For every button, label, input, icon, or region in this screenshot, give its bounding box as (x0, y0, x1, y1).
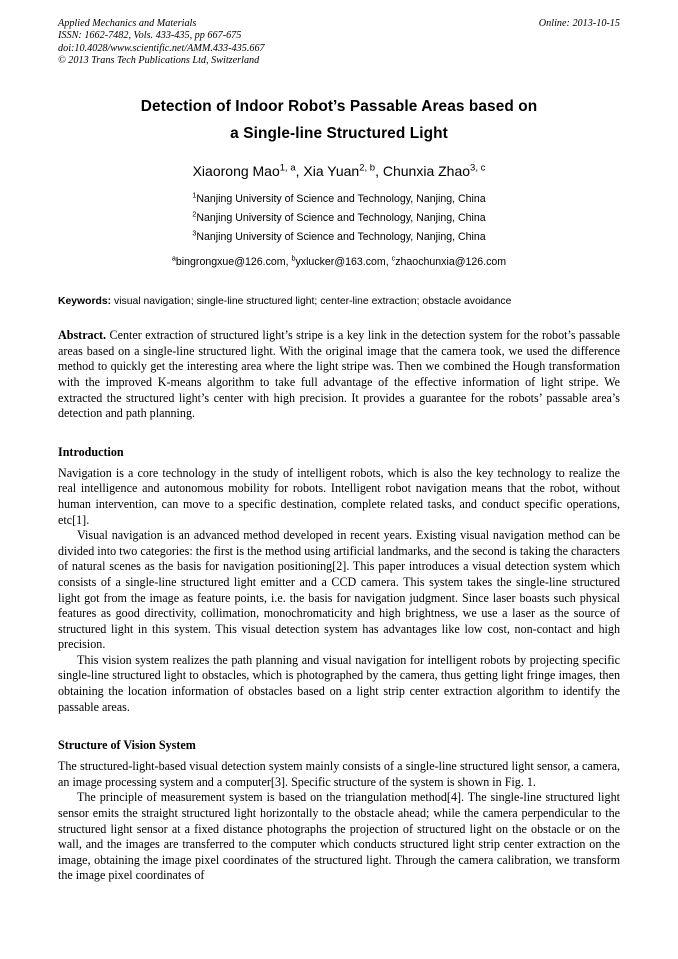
author-name-3: Chunxia Zhao (382, 163, 471, 180)
abstract-text: Center extraction of structured light’s stripe is a key link in the detection system for the robot’s passable areas based on a single-line structured light. With the original image that the camera took, we used the difference method to quickly get the interesting area where the light stripe was. Then we combined the Hough transformation with the improved K-means algorithm to take full advantage of the effective information of light stripe. We extracted the structured light’s center with high precision. It provides a guarantee for the robots’ passable area’s detection and path planning. (58, 328, 620, 421)
email-address-3[interactable]: zhaochunxia@126.com (395, 256, 507, 269)
journal-name: Applied Mechanics and Materials (58, 18, 197, 29)
paragraph: Navigation is a core technology in the study of intelligent robots, which is also the key technology to realize the real intelligence and autonomous mobility for robots. Intelligent robot navigation means that the robot, without human intervention, can move to a specific destination, complete related tasks, and conduct specific operations, etc[1]. (58, 465, 620, 527)
online-date: Online: 2013-10-15 (538, 18, 620, 29)
title-line-1: Detection of Indoor Robot’s Passable Areas based on (140, 98, 538, 116)
affiliation-sup: 2 (192, 209, 197, 219)
section-heading-introduction: Introduction (58, 444, 124, 459)
abstract-label: Abstract. (58, 328, 107, 343)
affiliation-text: Nanjing University of Science and Technology, Nanjing, China (196, 193, 486, 206)
author-sup-1: 1, a (279, 162, 296, 174)
author-list (58, 161, 620, 181)
paragraph: This vision system realizes the path planning and visual navigation for intelligent robots by projecting specific single-line structured light to obstacles, which is photographed by the camera, thus getting light fringe images, then obtaining the location information of obstacles based on a light strip center extraction algorithm to identify the passable areas. (58, 652, 620, 714)
author-sup-2: 2, b (359, 162, 376, 174)
affiliation-item (58, 228, 620, 247)
journal-header (58, 18, 620, 67)
affiliation-list (58, 190, 620, 247)
author-name-1: Xiaorong Mao (192, 163, 280, 180)
email-sup-2: b (291, 253, 296, 263)
affiliation-sup: 1 (192, 190, 197, 200)
abstract-block (58, 328, 620, 422)
keywords-label: Keywords: (58, 296, 112, 308)
doi-line: doi:10.4028/www.scientific.net/AMM.433-435.667 (58, 42, 265, 54)
paragraph: The structured-light-based visual detection system mainly consists of a single-line structured light sensor, a camera, an image processing system and a computer[3]. Specific structure of the system is shown in Fig. 1. (58, 759, 620, 789)
copyright-line: © 2013 Trans Tech Publications Ltd, Switzerland (58, 54, 260, 66)
email-sup-1: a (171, 253, 176, 263)
email-separator-2: , (385, 256, 392, 269)
issn-line: ISSN: 1662-7482, Vols. 433-435, pp 667-675 (58, 30, 242, 42)
affiliation-item (58, 209, 620, 228)
title-line-2: a Single-line Structured Light (230, 125, 448, 143)
author-sup-3: 3, c (470, 162, 486, 174)
affiliation-text: Nanjing University of Science and Technology, Nanjing, China (196, 231, 486, 244)
page-title (58, 93, 620, 147)
keywords-line (58, 294, 620, 309)
affiliation-sup: 3 (192, 228, 197, 238)
email-list (58, 254, 620, 270)
author-name-2: Xia Yuan (303, 163, 360, 180)
affiliation-text: Nanjing University of Science and Technology, Nanjing, China (196, 212, 486, 225)
keywords-text: visual navigation; single-line structured light; center-line extraction; obstacle avoidance (111, 296, 512, 308)
email-sup-3: c (391, 253, 396, 263)
section-heading-structure-of-vision-system: Structure of Vision System (58, 738, 196, 753)
author-separator-1: , (295, 163, 304, 180)
email-address-1[interactable]: bingrongxue@126.com (175, 256, 286, 269)
email-separator-1: , (285, 256, 292, 269)
paragraph: Visual navigation is an advanced method developed in recent years. Existing visual navigation method can be divided into two categories: the first is the method using artificial landmarks, and the second is taking the characters of natural scenes as the basis for navigation positioning[2]. This paper introduces a visual detection system which consists of a single-line structured light emitter and a CCD camera. This system takes the single-line structured light got from the image as feature points, i.e. the basis for navigation judgment. Since laser boasts such physical features as good directivity, collimation, monochromaticity and high brightness, we use a laser as the source of structured light in this system. This visual detection system has advantages like low cost, non-contact and high precision. (58, 528, 620, 652)
author-separator-2: , (375, 163, 383, 180)
email-address-2[interactable]: yxlucker@163.com (295, 256, 386, 269)
affiliation-item (58, 190, 620, 209)
paragraph: The principle of measurement system is based on the triangulation method[4]. The single-line structured light sensor emits the straight structured light horizontally to the obstacle ahead; while the camera perpendicular to the structured light sensor at a fixed distance photographs the projection of structured light on the obstacle or on the wall, and the images are transferred to the computer which conducts structured light strip center extraction on the image, obtaining the image pixel coordinates of the structured light. Through the camera calibration, we transform the image pixel coordinates of (58, 790, 620, 883)
